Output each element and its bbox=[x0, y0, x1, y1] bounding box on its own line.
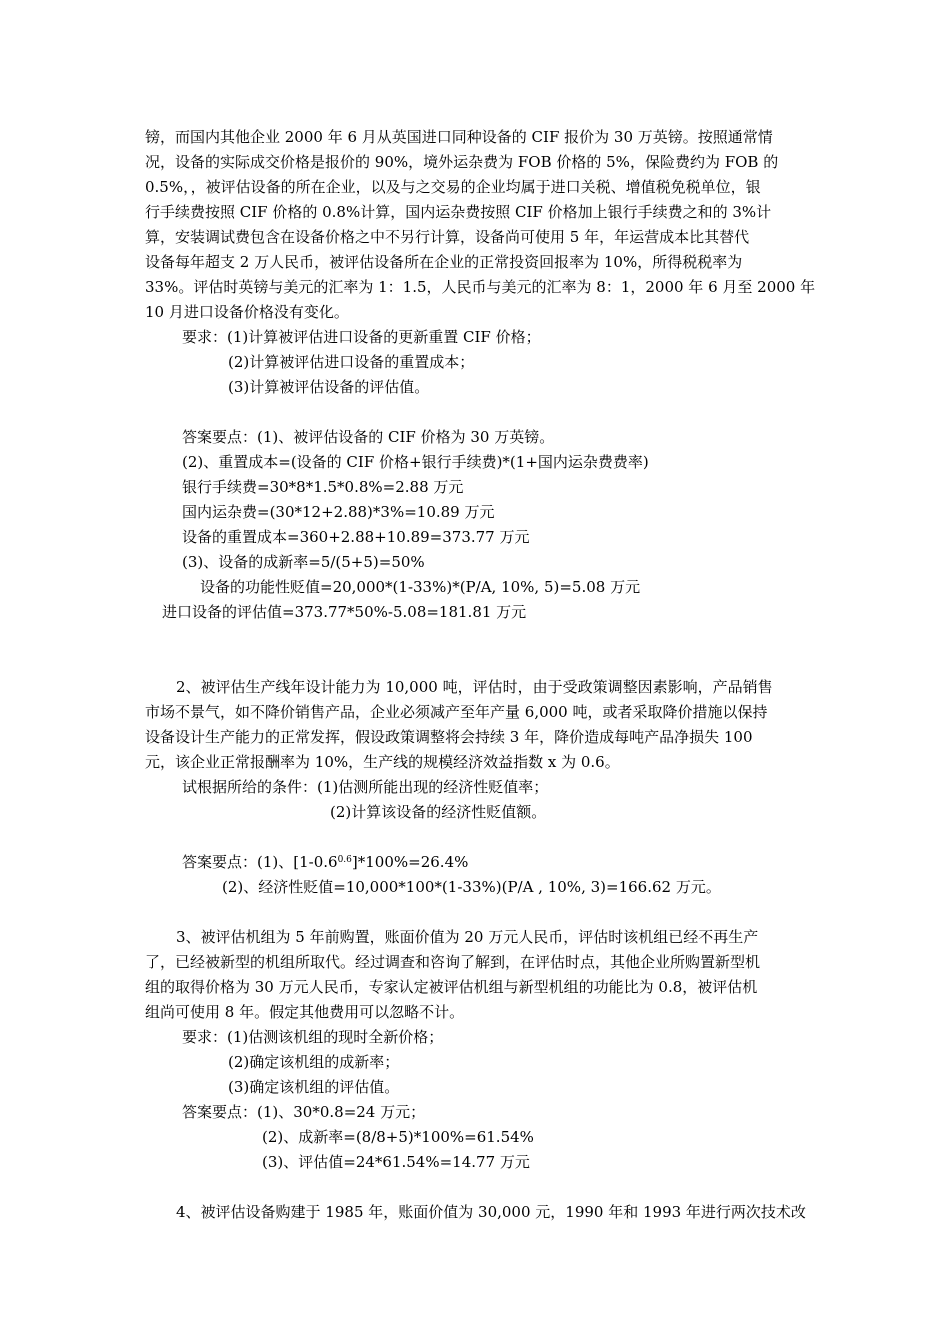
problem2-requirement: (2)计算该设备的经济性贬值额。 bbox=[330, 803, 547, 821]
problem3-requirement: (2)确定该机组的成新率； bbox=[228, 1053, 400, 1071]
problem1-text-line: 镑，而国内其他企业 2000 年 6 月从英国进口同种设备的 CIF 报价为 30 万英镑。按照通常情 bbox=[145, 128, 773, 146]
problem2-text-line: 元，该企业正常报酬率为 10%，生产线的规模经济效益指数 x 为 0.6。 bbox=[145, 753, 620, 771]
problem1-answer: 银行手续费=30*8*1.5*0.8%=2.88 万元 bbox=[182, 478, 464, 496]
problem3-text-line: 组尚可使用 8 年。假定其他费用可以忽略不计。 bbox=[145, 1003, 465, 1021]
problem1-text-line: 况，设备的实际成交价格是报价的 90%，境外运杂费为 FOB 价格的 5%，保险费约为 FOB 的 bbox=[145, 153, 779, 171]
problem3-text-line: 了，已经被新型的机组所取代。经过调查和咨询了解到，在评估时点，其他企业所购置新型机 bbox=[145, 953, 761, 971]
problem1-requirement: (3)计算被评估设备的评估值。 bbox=[228, 378, 430, 396]
answer-prefix: 答案要点：(1)、[1-0.6 bbox=[182, 853, 338, 871]
problem2-text-line: 市场不景气，如不降价销售产品，企业必须减产至年产量 6,000 吨，或者采取降价措施以保持 bbox=[145, 703, 768, 721]
problem2-text-line: 2、被评估生产线年设计能力为 10,000 吨，评估时，由于受政策调整因素影响，产品销售 bbox=[176, 678, 773, 696]
problem3-text-line: 3、被评估机组为 5 年前购置，账面价值为 20 万元人民币，评估时该机组已经不再生产 bbox=[176, 928, 759, 946]
problem3-answer: (2)、成新率=(8/8+5)*100%=61.54% bbox=[262, 1128, 534, 1146]
problem1-requirement: 要求：(1)计算被评估进口设备的更新重置 CIF 价格； bbox=[182, 328, 541, 346]
answer-suffix: ]*100%=26.4% bbox=[351, 853, 469, 871]
problem3-requirement: 要求：(1)估测该机组的现时全新价格； bbox=[182, 1028, 444, 1046]
problem3-answer: (3)、评估值=24*61.54%=14.77 万元 bbox=[262, 1153, 530, 1171]
problem1-answer: 进口设备的评估值=373.77*50%-5.08=181.81 万元 bbox=[162, 603, 527, 621]
problem1-text-line: 0.5%，，被评估设备的所在企业，以及与之交易的企业均属于进口关税、增值税免税单位，银 bbox=[145, 178, 761, 196]
problem3-requirement: (3)确定该机组的评估值。 bbox=[228, 1078, 400, 1096]
problem3-text-line: 组的取得价格为 30 万元人民币，专家认定被评估机组与新型机组的功能比为 0.8，被评估机 bbox=[145, 978, 758, 996]
problem4-text-line: 4、被评估设备购建于 1985 年，账面价值为 30,000 元，1990 年和 1993 年进行两次技术改 bbox=[176, 1203, 806, 1221]
problem1-answer: 国内运杂费=(30*12+2.88)*3%=10.89 万元 bbox=[182, 503, 495, 521]
problem2-text-line: 设备设计生产能力的正常发挥，假设政策调整将会持续 3 年，降价造成每吨产品净损失 100 bbox=[145, 728, 753, 746]
problem3-answer: 答案要点：(1)、30*0.8=24 万元； bbox=[182, 1103, 426, 1121]
problem1-requirement: (2)计算被评估进口设备的重置成本； bbox=[228, 353, 475, 371]
problem2-answer-2: (2)、经济性贬值=10,000*100*(1-33%)(P/A , 10%, 3)=166.62 万元。 bbox=[222, 878, 721, 896]
problem1-answer: (2)、重置成本=(设备的 CIF 价格+银行手续费)*(1+国内运杂费费率) bbox=[182, 453, 649, 471]
exponent: 0.6 bbox=[337, 855, 352, 865]
problem1-answer: (3)、设备的成新率=5/(5+5)=50% bbox=[182, 553, 425, 571]
problem1-answer: 答案要点：(1)、被评估设备的 CIF 价格为 30 万英镑。 bbox=[182, 428, 555, 446]
problem1-answer: 设备的重置成本=360+2.88+10.89=373.77 万元 bbox=[182, 528, 530, 546]
problem1-text-line: 算，安装调试费包含在设备价格之中不另行计算，设备尚可使用 5 年，年运营成本比其替代 bbox=[145, 228, 750, 246]
problem1-answer: 设备的功能性贬值=20,000*(1-33%)*(P/A, 10%, 5)=5.08 万元 bbox=[200, 578, 641, 596]
problem2-answer-1 bbox=[182, 850, 468, 875]
problem1-text-line: 设备每年超支 2 万人民币，被评估设备所在企业的正常投资回报率为 10%，所得税税率为 bbox=[145, 253, 743, 271]
problem1-text-line: 行手续费按照 CIF 价格的 0.8%计算，国内运杂费按照 CIF 价格加上银行手续费之和的 3%计 bbox=[145, 203, 772, 221]
problem2-requirement: 试根据所给的条件：(1)估测所能出现的经济性贬值率； bbox=[182, 778, 549, 796]
problem1-text-line: 10 月进口设备价格没有变化。 bbox=[145, 303, 349, 321]
problem1-text-line: 33%。评估时英镑与美元的汇率为 1：1.5，人民币与美元的汇率为 8：1，2000 年 6 月至 2000 年 bbox=[145, 278, 816, 296]
